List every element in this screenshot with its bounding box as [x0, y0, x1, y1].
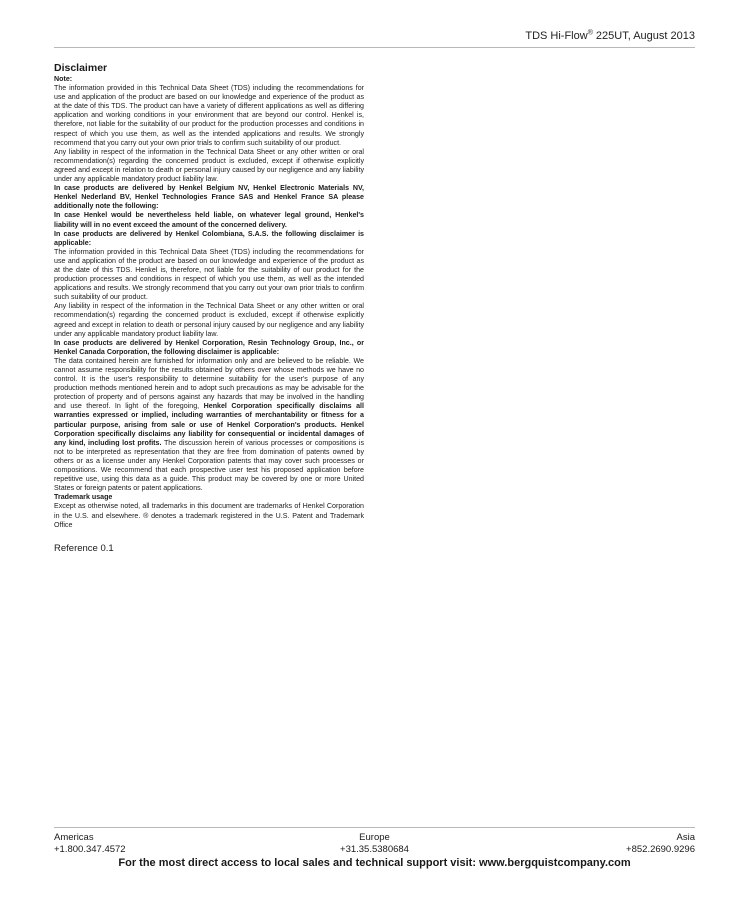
corporation-text-c: The discussion herein of various processes or compositions is not to be interpreted as representation that they are free from domination of patents owned by others or as a license under any Henkel Corporation patents that may cover such processes or compositions. We recommend that each prospective user test his proposed application before repetitive use, using this data as a guide. This product may be covered by one or more United States or foreign patents or patent applications.	[54, 438, 364, 493]
support-visit-line: For the most direct access to local sales and technical support visit: www.bergquistcompany.com	[118, 857, 631, 869]
paragraph-tds-info: The information provided in this Technical Data Sheet (TDS) including the recommendations for use and application of the product are based on our knowledge and experience of the product as at the date of this TDS. The product can have a variety of different applications as well as differing application and working conditions in your environment that are beyond our control. Henkel is, therefore, not liable for the suitability of our product for the production processes and conditions in respect of which you use them, as well as the intended applications and results. We strongly recommend that you carry out your own prior trials to confirm such suitability of our product.	[54, 84, 364, 147]
paragraph-trademark: Except as otherwise noted, all trademarks in this document are trademarks of Henkel Corporation in the U.S. and elsewhere. ® denotes a trademark registered in the U.S. Patent and Trademark Office	[54, 502, 364, 529]
paragraph-corporation-disclaimer	[54, 357, 364, 493]
section-title: Disclaimer	[54, 62, 108, 74]
phone-europe: +31.35.5380684	[340, 844, 409, 855]
phone-asia: +852.2690.9296	[626, 844, 695, 855]
page-header	[54, 30, 695, 48]
reference-label: Reference 0.1	[54, 542, 114, 554]
corporation-text-a: The data contained herein are furnished for information only and are believed to be reliable. We cannot assume responsibility for the results obtained by others over whose methods we have no control. It is the user's responsibility to determine suitability for the user's purpose of any production methods mentioned herein and to adopt such precautions as may be advisable for the protection of property and of persons against any hazards that may be involved in the handling and use thereof. In light of the foregoing,	[54, 356, 364, 411]
region-asia: Asia	[676, 832, 695, 843]
document-title	[525, 30, 695, 42]
paragraph-colombiana-notice: In case products are delivered by Henkel Colombiana, S.A.S. the following disclaimer is applicable:	[54, 229, 364, 247]
paragraph-liability-colombiana: Any liability in respect of the information in the Technical Data Sheet or any other written or oral recommendation(s) regarding the concerned product is excluded, except if otherwise explicitly agreed and except in relation to death or personal injury caused by our negligence and any liability under any applicable mandatory product liability law.	[54, 302, 364, 338]
paragraph-liability: Any liability in respect of the information in the Technical Data Sheet or any other written or oral recommendation(s) regarding the concerned product is excluded, except if otherwise explicitly agreed and except in relation to death or personal injury caused by our negligence and any liability under any applicable mandatory product liability law.	[54, 147, 364, 184]
contact-americas	[54, 832, 126, 856]
paragraph-tds-info-colombiana: The information provided in this Technical Data Sheet (TDS) including the recommendations for use and application of the product are based on our knowledge and experience of the product as at the date of this TDS. Henkel is, therefore, not liable for the suitability of our product for the production processes and conditions in respect of which you use them, as well as the intended applications and results. We strongly recommend that you carry out your own prior trials to confirm such suitability of our product.	[54, 247, 364, 302]
region-europe: Europe	[359, 832, 390, 843]
note-label: Note:	[54, 75, 73, 83]
contact-europe	[340, 832, 409, 856]
region-americas: Americas	[54, 832, 94, 843]
paragraph-corporation-notice: In case products are delivered by Henkel Corporation, Resin Technology Group, Inc., or Henkel Canada Corporation, the following disclaimer is applicable:	[54, 338, 364, 356]
paragraph-belgium-notice: In case products are delivered by Henkel Belgium NV, Henkel Electronic Materials NV, Henkel Nederland BV, Henkel Technologies France SAS and Henkel France SA please additionally note the following:	[54, 184, 364, 211]
registered-mark: ®	[587, 29, 593, 37]
title-prefix: TDS Hi-Flow	[525, 30, 588, 42]
paragraph-liability-limit: In case Henkel would be nevertheless held liable, on whatever legal ground, Henkel's liability will in no event exceed the amount of the concerned delivery.	[54, 211, 364, 229]
title-suffix: 225UT, August 2013	[592, 30, 695, 42]
trademark-usage-label: Trademark usage	[54, 493, 113, 502]
page-footer	[54, 827, 695, 869]
contact-asia	[626, 832, 695, 856]
corporation-warranty-text: Henkel Corporation specifically disclaims all warranties expressed or implied, including warranties of merchantability or fitness for a particular purpose, arising from sale or use of Henkel Corporation's products. Henkel Corporation specifically disclaims any liability for consequential or incidental damages of any kind, including lost profits.	[54, 402, 364, 447]
disclaimer-section	[54, 62, 364, 554]
phone-americas: +1.800.347.4572	[54, 844, 126, 855]
